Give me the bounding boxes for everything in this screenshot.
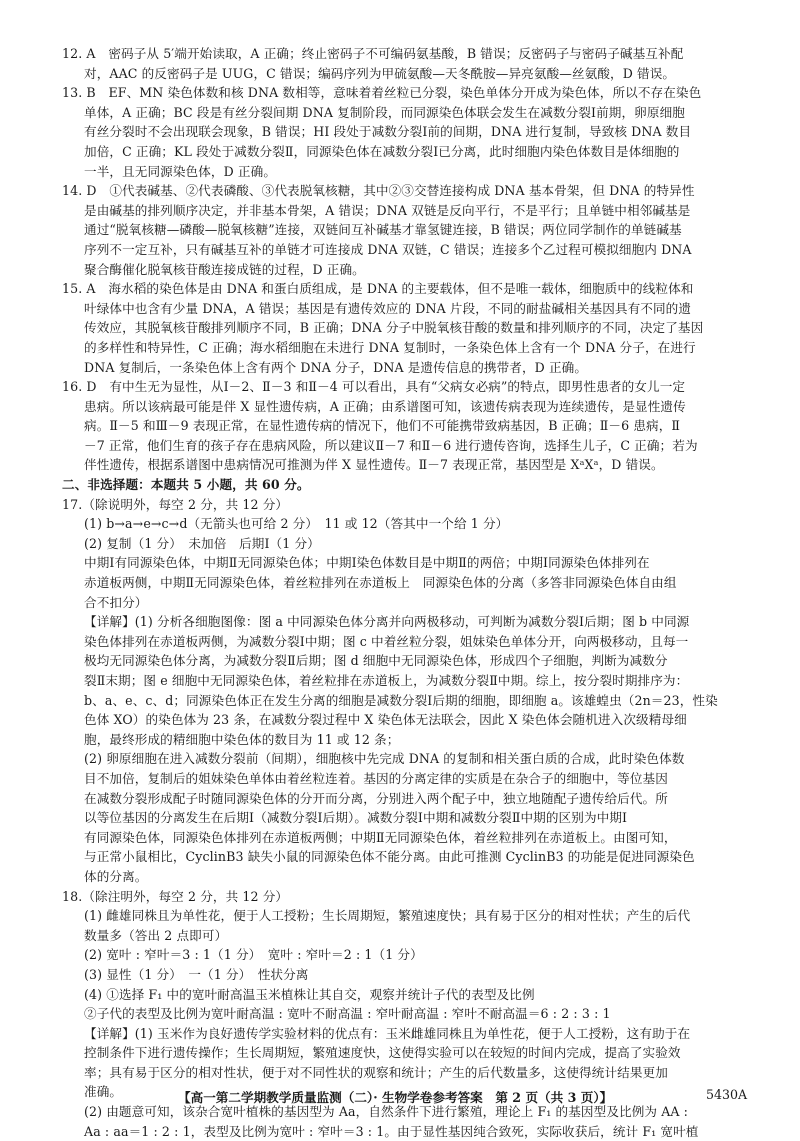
text-line-q18a2: 数量多（答出 2 点即可） (84, 927, 228, 943)
text-line-q17a5: 合不扣分） (84, 594, 148, 610)
page-footer (0, 1087, 800, 1107)
text-line-q17d2: 染色体排列在赤道板两侧，为减数分裂Ⅰ中期；图 c 中着丝粒分裂，姐妹染色单体分开，向两极移动，且每一 (84, 633, 689, 649)
text-line-sec2: 二、非选择题：本题共 5 小题，共 60 分。 (62, 477, 310, 493)
text-line-q17a4: 赤道板两侧，中期Ⅱ无同源染色体，着丝粒排列在赤道板上 同源染色体的分离（多答非同源染色体自由组 (84, 575, 677, 591)
text-line-q16a: 16. D 有中生无为显性，从Ⅰ－2、Ⅱ－3 和Ⅱ－4 可以看出，具有“父病女必病”的特点，即男性患者的女儿一定 (62, 379, 686, 395)
text-line-q17d14: 体的分离。 (84, 868, 148, 884)
text-line-q15c: 传效应，其脱氧核苷酸排列顺序不同，B 正确；DNA 分子中脱氧核苷酸的数量和排列顺序的不同，决定了基因 (84, 320, 704, 336)
text-line-q17d13: 与正常小鼠相比，CyclinB3 缺失小鼠的同源染色体不能分离。由此可推测 CyclinB3 的功能是促进同源染色 (84, 849, 695, 865)
text-line-q12b: 对，AAC 的反密码子是 UUG，C 错误；编码序列为甲硫氨酸—天冬酰胺—异亮氨酸—丝氨酸，D 错误。 (84, 65, 676, 81)
text-line-q18a1: (1) 雌雄同株且为单性花，便于人工授粉；生长周期短，繁殖速度快；具有易于区分的相对性状；产生的后代 (84, 908, 691, 924)
text-line-q14e: 聚合酶催化脱氧核苷酸连接成链的过程，D 正确。 (84, 261, 365, 277)
text-line-q16e: 伴性遗传，根据系谱图中患病情况可推测为伴 X 显性遗传。Ⅱ－7 表现正常，基因型是 XᵃXᵃ，D 错误。 (84, 457, 664, 473)
text-line-q13a: 13. B EF、MN 染色体数和核 DNA 数相等，意味着着丝粒已分裂，染色单体分开成为染色体，所以不存在染色 (62, 85, 702, 101)
text-line-q15a: 15. A 海水稻的染色体是由 DNA 和蛋白质组成，是 DNA 的主要载体，但不是唯一载体，细胞质中的线粒体和 (62, 281, 694, 297)
answer-page (62, 44, 754, 1141)
text-line-q17d7: 胞，最终形成的精细胞中染色体的数目为 11 或 12 条； (84, 731, 400, 747)
text-line-q17d11: 以等位基因的分离发生在后期Ⅰ（减数分裂Ⅰ后期）。减数分裂Ⅰ中期和减数分裂Ⅱ中期的区别为中期Ⅰ (84, 810, 628, 826)
footer-code: 5430A (706, 1087, 748, 1102)
text-line-q17d9: 目不加倍，复制后的姐妹染色单体由着丝粒连着。基因的分离定律的实质是在杂合子的细胞中，等位基因 (84, 770, 668, 786)
text-line-q16c: 病。Ⅱ－5 和Ⅲ－9 表现正常，在显性遗传病的情况下，他们不可能携带致病基因，B 正确；Ⅱ－6 患病，Ⅱ (84, 418, 681, 434)
text-line-q18h: 18.（除注明外，每空 2 分，共 12 分） (62, 888, 289, 904)
text-line-q12a: 12. A 密码子从 5′端开始读取，A 正确；终止密码子不可编码氨基酸，B 错误；反密码子与密码子碱基互补配 (62, 46, 684, 61)
text-line-q13e: 一半，且无同源染色体，D 正确。 (84, 163, 277, 179)
text-line-q18d1: 【详解】(1) 玉米作为良好遗传学实验材料的优点有：玉米雌雄同株且为单性花，便于人工授粉，这有助于在 (84, 1025, 691, 1041)
text-line-q14b: 是由碱基的排列顺序决定，并非基本骨架，A 错误；DNA 双链是反向平行，不是平行；且单链中相邻碱基是 (84, 202, 691, 218)
text-line-q17a1: (1) b→a→e→c→d（无箭头也可给 2 分） 11 或 12（答其中一个给 1 分） (84, 516, 509, 532)
text-line-q17d3: 极均无同源染色体分离，为减数分裂Ⅱ后期；图 d 细胞中无同源染色体，形成四个子细胞，判断为减数分 (84, 653, 668, 669)
text-line-q13c: 有丝分裂时不会出现联会现象，B 错误；HI 段处于减数分裂Ⅰ前的间期，DNA 进行复制，导致核 DNA 数目 (84, 124, 692, 140)
text-line-q16d: －7 正常，他们生育的孩子存在患病风险，所以建议Ⅱ－7 和Ⅱ－6 进行遗传咨询，选择生儿子，C 正确；若为 (84, 437, 698, 453)
text-line-q18d5: (2) 由题意可知，该杂合宽叶植株的基因型为 Aa，自然条件下进行繁殖，理论上 F₁ 的基因型及比例为 AA : (84, 1104, 689, 1120)
text-line-q17h: 17.（除说明外，每空 2 分，共 12 分） (62, 496, 289, 512)
text-line-q18d2: 控制条件下进行遗传操作；生长周期短，繁殖速度快，这使得实验可以在较短的时间内完成，提高了实验效 (84, 1045, 681, 1061)
text-line-q13d: 加倍，C 正确；KL 段处于减数分裂Ⅱ，同源染色体在减数分裂Ⅰ已分离，此时细胞内染色体数目是体细胞的 (84, 143, 680, 159)
text-line-q17d6: 色体 XO）的染色体为 23 条，在减数分裂过程中 X 染色体无法联会，因此 X 染色体会随机进入次级精母细 (84, 712, 687, 728)
text-line-q15d: 的多样性和特异性，C 正确；海水稻细胞在未进行 DNA 复制时，一条染色体上含有一个 DNA 分子，在进行 (84, 339, 696, 355)
text-line-q17d1: 【详解】(1) 分析各细胞图像：图 a 中同源染色体分离并向两极移动，可判断为减数分裂Ⅰ后期；图 b 中同源 (84, 614, 690, 630)
text-line-q14d: 序列不一定互补，只有碱基互补的单链才可连接成 DNA 双链，C 错误；连接多个乙过程可模拟细胞内 DNA (84, 241, 692, 257)
text-line-q17d10: 在减数分裂形成配子时随同源染色体的分开而分离，分别进入两个配子中，独立地随配子遗传给后代。所 (84, 790, 668, 806)
text-line-q17a2: (2) 复制（1 分） 未加倍 后期Ⅰ（1 分） (84, 535, 320, 551)
text-line-q18d3: 率；具有易于区分的相对性状，便于对不同性状的观察和统计；产生的后代数量多，这使得统计结果更加 (84, 1064, 668, 1080)
text-line-q15e: DNA 复制后，一条染色体上含有两个 DNA 分子，DNA 是遗传信息的携带者，D 正确。 (84, 359, 588, 375)
text-line-q15b: 叶绿体中也含有少量 DNA，A 错误；基因是有遗传效应的 DNA 片段，不同的耐盐碱相关基因具有不同的遗 (84, 300, 692, 316)
text-line-q16b: 患病。所以该病最可能是伴 X 显性遗传病，A 正确；由系谱图可知，该遗传病表现为连续遗传，是显性遗传 (84, 398, 686, 414)
text-line-q14a: 14. D ①代表碱基、②代表磷酸、③代表脱氧核糖，其中②③交替连接构成 DNA 基本骨架，但 DNA 的特异性 (62, 183, 695, 199)
footer-title: 【高一第二学期教学质量监测（二）· 生物学卷参考答案 第 2 页（共 3 页）】 (178, 1090, 613, 1105)
text-line-q18d6: Aa : aa＝1 : 2 : 1，表型及比例为宽叶 : 窄叶＝3 : 1。由于显性基因纯合致死，实际收获后，统计 F₁ 宽叶植 (84, 1123, 699, 1139)
text-line-q18a5: (4) ①选择 F₁ 中的宽叶耐高温玉米植株让其自交，观察并统计子代的表型及比例 (84, 986, 535, 1002)
text-line-q17d5: b、a、e、c、d；同源染色体正在发生分离的细胞是减数分裂Ⅰ后期的细胞，即细胞 a。该雄蝗虫（2n＝23，性染 (84, 692, 718, 708)
text-line-q17d4: 裂Ⅱ末期；图 e 细胞中无同源染色体，着丝粒排在赤道板上，为减数分裂Ⅱ中期。综上，按分裂时期排序为： (84, 673, 689, 688)
text-line-q17a3: 中期Ⅰ有同源染色体，中期Ⅱ无同源染色体；中期Ⅰ染色体数目是中期Ⅱ的两倍；中期Ⅰ同源染色体排列在 (84, 555, 650, 571)
text-line-q14c: 通过“脱氧核糖—磷酸—脱氧核糖”连接，双链间互补碱基才靠氢键连接，B 错误；两位同学制作的单链碱基 (84, 222, 682, 238)
text-line-q18a3: (2) 宽叶 : 窄叶＝3 : 1（1 分） 宽叶 : 窄叶＝2 : 1（1 分） (84, 947, 423, 963)
text-line-q18a6: ②子代的表型及比例为宽叶耐高温 : 宽叶不耐高温 : 窄叶耐高温 : 窄叶不耐高温＝6 : 2 : 3 : 1 (84, 1006, 611, 1022)
text-line-q17d8: (2) 卵原细胞在进入减数分裂前（间期），细胞核中先完成 DNA 的复制和相关蛋白质的合成，此时染色体数 (84, 751, 685, 767)
text-line-q17d12: 有同源染色体，同源染色体排列在赤道板两侧；中期Ⅱ无同源染色体，着丝粒排列在赤道板上。由图可知， (84, 829, 677, 845)
text-line-q13b: 单体，A 正确；BC 段是有丝分裂间期 DNA 复制阶段，而同源染色体联会发生在减数分裂Ⅰ前期，卵原细胞 (84, 104, 685, 120)
text-line-q18a4: (3) 显性（1 分） 一（1 分） 性状分离 (84, 966, 309, 982)
text-line-q18d4: 准确。 (84, 1084, 123, 1100)
